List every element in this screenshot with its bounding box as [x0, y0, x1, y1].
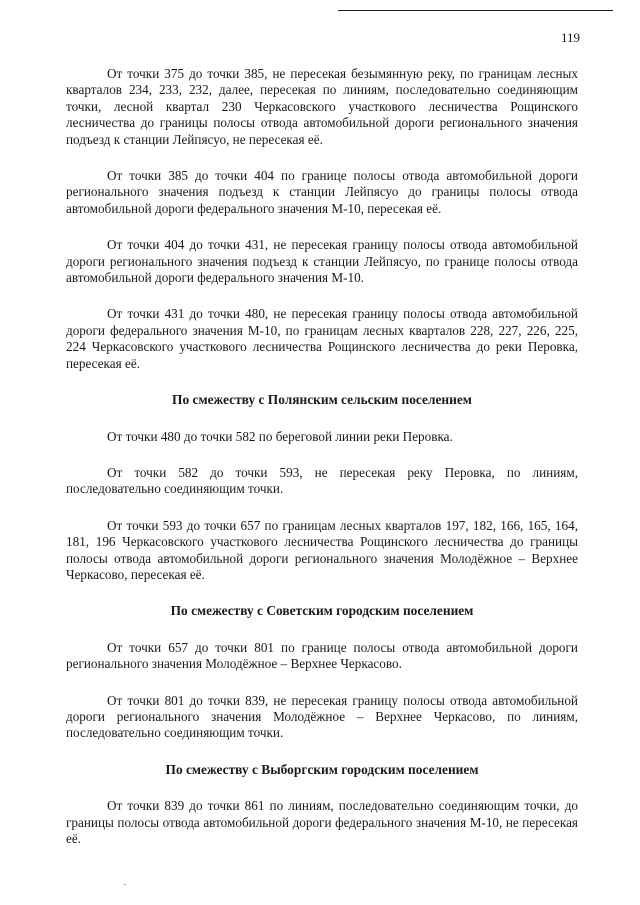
- paragraph: От точки 404 до точки 431, не пересекая границу полосы отвода автомобильной дороги регионального значения подъезд к станции Лейпясуо, по границе полосы отвода автомобильной дороги федерального значения М-10.: [66, 237, 578, 286]
- paragraph: От точки 657 до точки 801 по границе полосы отвода автомобильной дороги регионального значения Молодёжное – Верхнее Черкасово.: [66, 639, 578, 672]
- paragraph: От точки 801 до точки 839, не пересекая границу полосы отвода автомобильной дороги регионального значения Молодёжное – Верхнее Черкасово, по линиям, последовательно соединяющим точки.: [66, 692, 578, 741]
- page-number: 119: [560, 30, 580, 45]
- section-heading: По смежеству с Советским городским поселением: [170, 603, 474, 619]
- paragraph: От точки 480 до точки 582 по береговой линии реки Перовка.: [107, 428, 453, 444]
- scan-speck: [124, 884, 126, 885]
- paragraph: От точки 839 до точки 861 по линиям, последовательно соединяющим точки, до границы полосы отвода автомобильной дороги федерального значения М-10, не пересекая её.: [66, 798, 578, 846]
- header-rule: [338, 10, 613, 11]
- paragraph: От точки 582 до точки 593, не пересекая реку Перовка, по линиям, последовательно соединяющим точки.: [66, 464, 578, 497]
- paragraph: От точки 431 до точки 480, не пересекая границу полосы отвода автомобильной дороги федерального значения М-10, по границам лесных кварталов 228, 227, 226, 225, 224 Черкасовского участкового лесничества Рощинского лесничества до реки Перовка, пересекая её.: [66, 306, 578, 371]
- paragraph: От точки 385 до точки 404 по границе полосы отвода автомобильной дороги регионального значения подъезд к станции Лейпясуо до границы полосы отвода автомобильной дороги федерального значения М-10, пересекая её.: [66, 168, 578, 216]
- section-heading: По смежеству с Выборгским городским поселением: [165, 761, 479, 777]
- document-body: [66, 66, 578, 867]
- paragraph: От точки 593 до точки 657 по границам лесных кварталов 197, 182, 166, 165, 164, 181, 196 Черкасовского участкового лесничества Рощинского лесничества до границы полосы отвода автомобильной дороги регионального значения Молодёжное – Верхнее Черкасово, пересекая её.: [66, 517, 578, 582]
- paragraph: От точки 375 до точки 385, не пересекая безымянную реку, по границам лесных кварталов 234, 233, 232, далее, пересекая по линиям, последовательно соединяющим точки, лесной квартал 230 Черкасовского участкового лесничества Рощинского лесничества до границы полосы отвода автомобильной дороги регионального значения подъезд к станции Лейпясуо, не пересекая её.: [66, 66, 578, 147]
- section-heading: По смежеству с Полянским сельским поселением: [172, 392, 472, 408]
